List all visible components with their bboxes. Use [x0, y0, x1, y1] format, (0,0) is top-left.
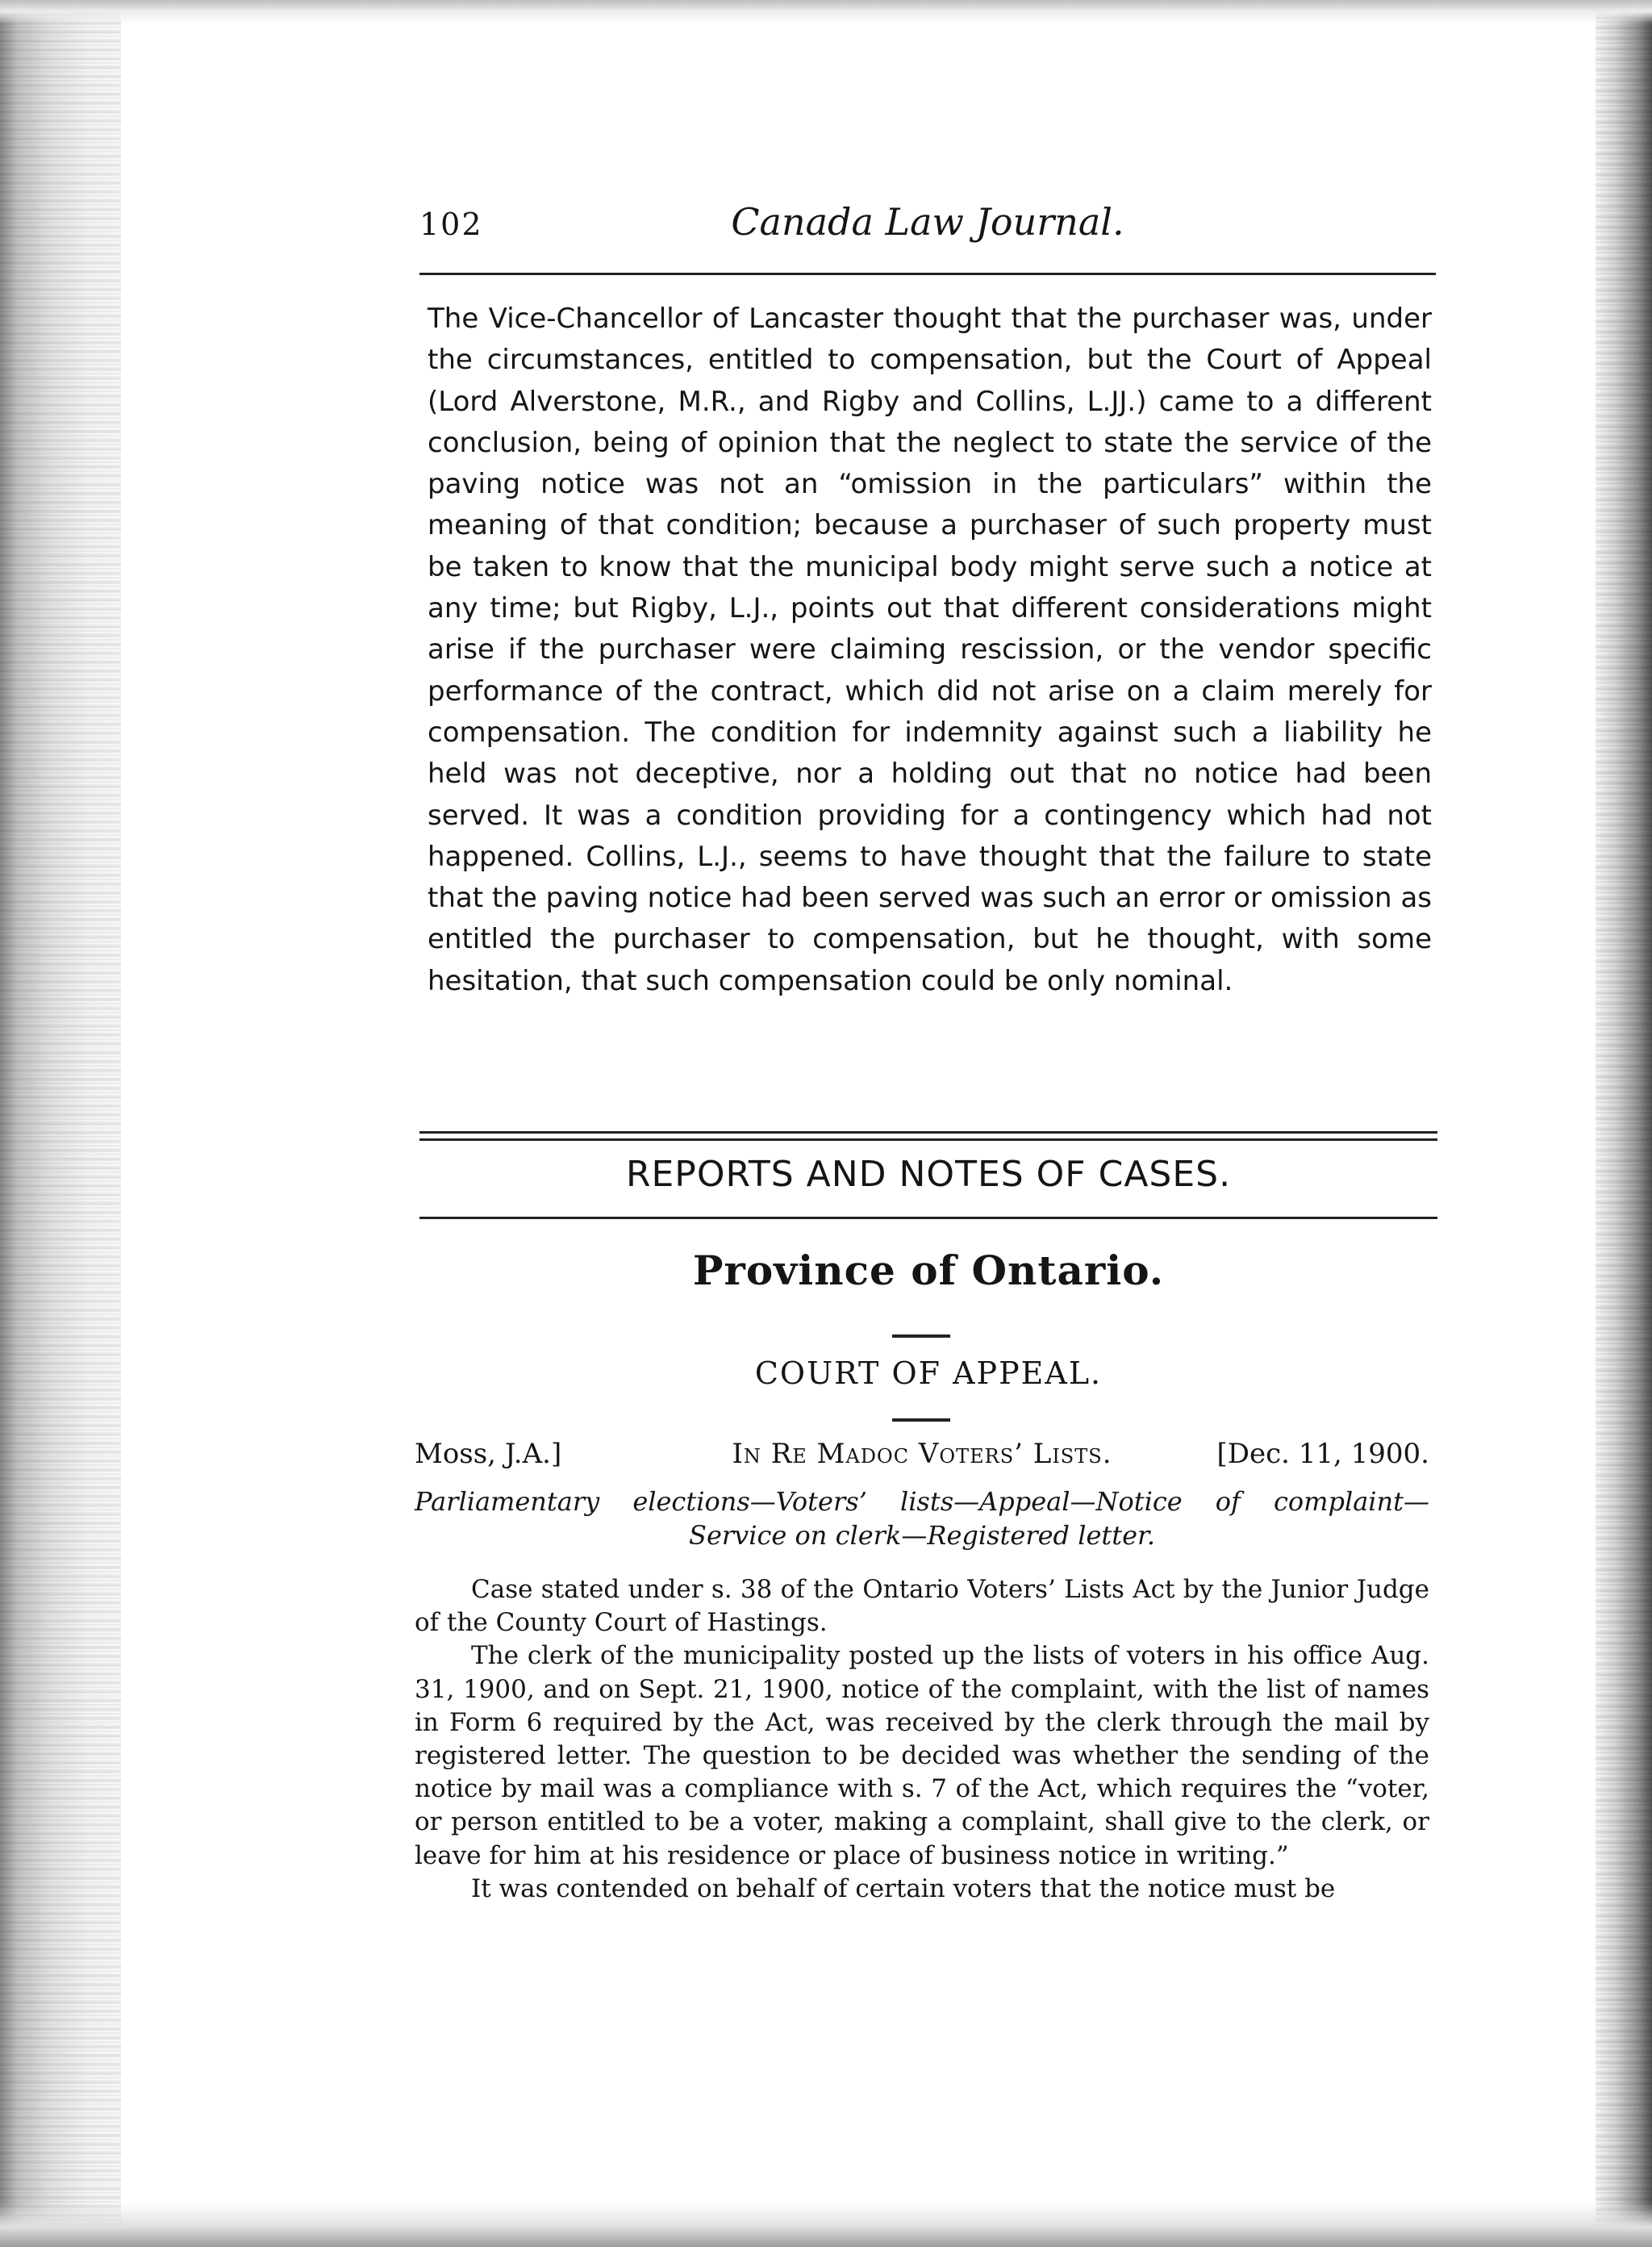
page-header [419, 200, 1436, 257]
page-number: 102 [419, 207, 483, 242]
case-headnote [415, 1485, 1429, 1552]
short-divider [892, 1334, 950, 1338]
case-paragraph: It was contended on behalf of certain voters that the notice must be [471, 1873, 1336, 1903]
main-paragraph: The Vice-Chancellor of Lancaster thought that the purchaser was, under the circumstances, entitled to compensation, but the Court of Appeal (Lord Alverstone, M.R., and Rigby and Collins, L.JJ.) came to a different conclusion, being of opinion that the neglect to state the service of the paving notice was not an “omission in the particulars” within the meaning of that condition; because a purchaser of such property must be taken to know that the municipal body might serve such a notice at any time; but Rigby, L.J., points out that different considerations might arise if the purchaser were claiming rescission, or the vendor specific performance of the contract, which did not arise on a claim merely for compensation. The condition for indemnity against such a liability he held was not deceptive, nor a holding out that no notice had been served. It was a condition providing for a contingency which had not happened. Collins, L.J., seems to have thought that the failure to state that the paving notice had been served was such an error or omission as entitled the purchaser to compensation, but he thought, with some hesitation, that such compensation could be only nominal. [428, 303, 1432, 997]
section-heading: REPORTS AND NOTES OF CASES. [625, 1154, 1232, 1195]
court-heading: COURT OF APPEAL. [754, 1355, 1103, 1391]
scan-left-edge [0, 0, 121, 2247]
scan-right-edge [1596, 0, 1652, 2247]
section-rule [419, 1217, 1437, 1219]
scan-bottom-edge [0, 2203, 1652, 2247]
case-date: [Dec. 11, 1900. [1216, 1438, 1429, 1470]
case-judge: Moss, J.A.] [415, 1438, 562, 1470]
case-name: In Re Madoc Voters’ Lists. [732, 1438, 1112, 1470]
province-heading: Province of Ontario. [692, 1247, 1165, 1294]
short-divider [892, 1418, 950, 1422]
case-paragraph: The clerk of the municipality posted up the lists of voters in his office Aug. 31, 1900, and on Sept. 21, 1900, notice of the complaint, with the list of names in Form 6 required by the Act, was received by the clerk through the mail by registered letter. The question to be decided was whether the sending of the notice by mail was a compliance with s. 7 of the Act, which requires the “voter, or person entitled to be a voter, making a complaint, shall give to the clerk, or leave for him at his residence or place of business notice in writing.” [415, 1641, 1429, 1870]
header-rule [419, 273, 1436, 275]
case-body [415, 1573, 1429, 1906]
case-caption [415, 1438, 1429, 1478]
headnote-line: Parliamentary elections—Voters’ lists—Appeal—Notice of complaint— [415, 1486, 1429, 1517]
case-paragraph: Case stated under s. 38 of the Ontario Voters’ Lists Act by the Junior Judge of the County Court of Hastings. [415, 1575, 1429, 1638]
scan-top-edge [0, 0, 1652, 24]
headnote-line: Service on clerk—Registered letter. [689, 1520, 1155, 1551]
journal-title: Canada Law Journal. [731, 200, 1124, 244]
section-double-rule [419, 1131, 1437, 1141]
